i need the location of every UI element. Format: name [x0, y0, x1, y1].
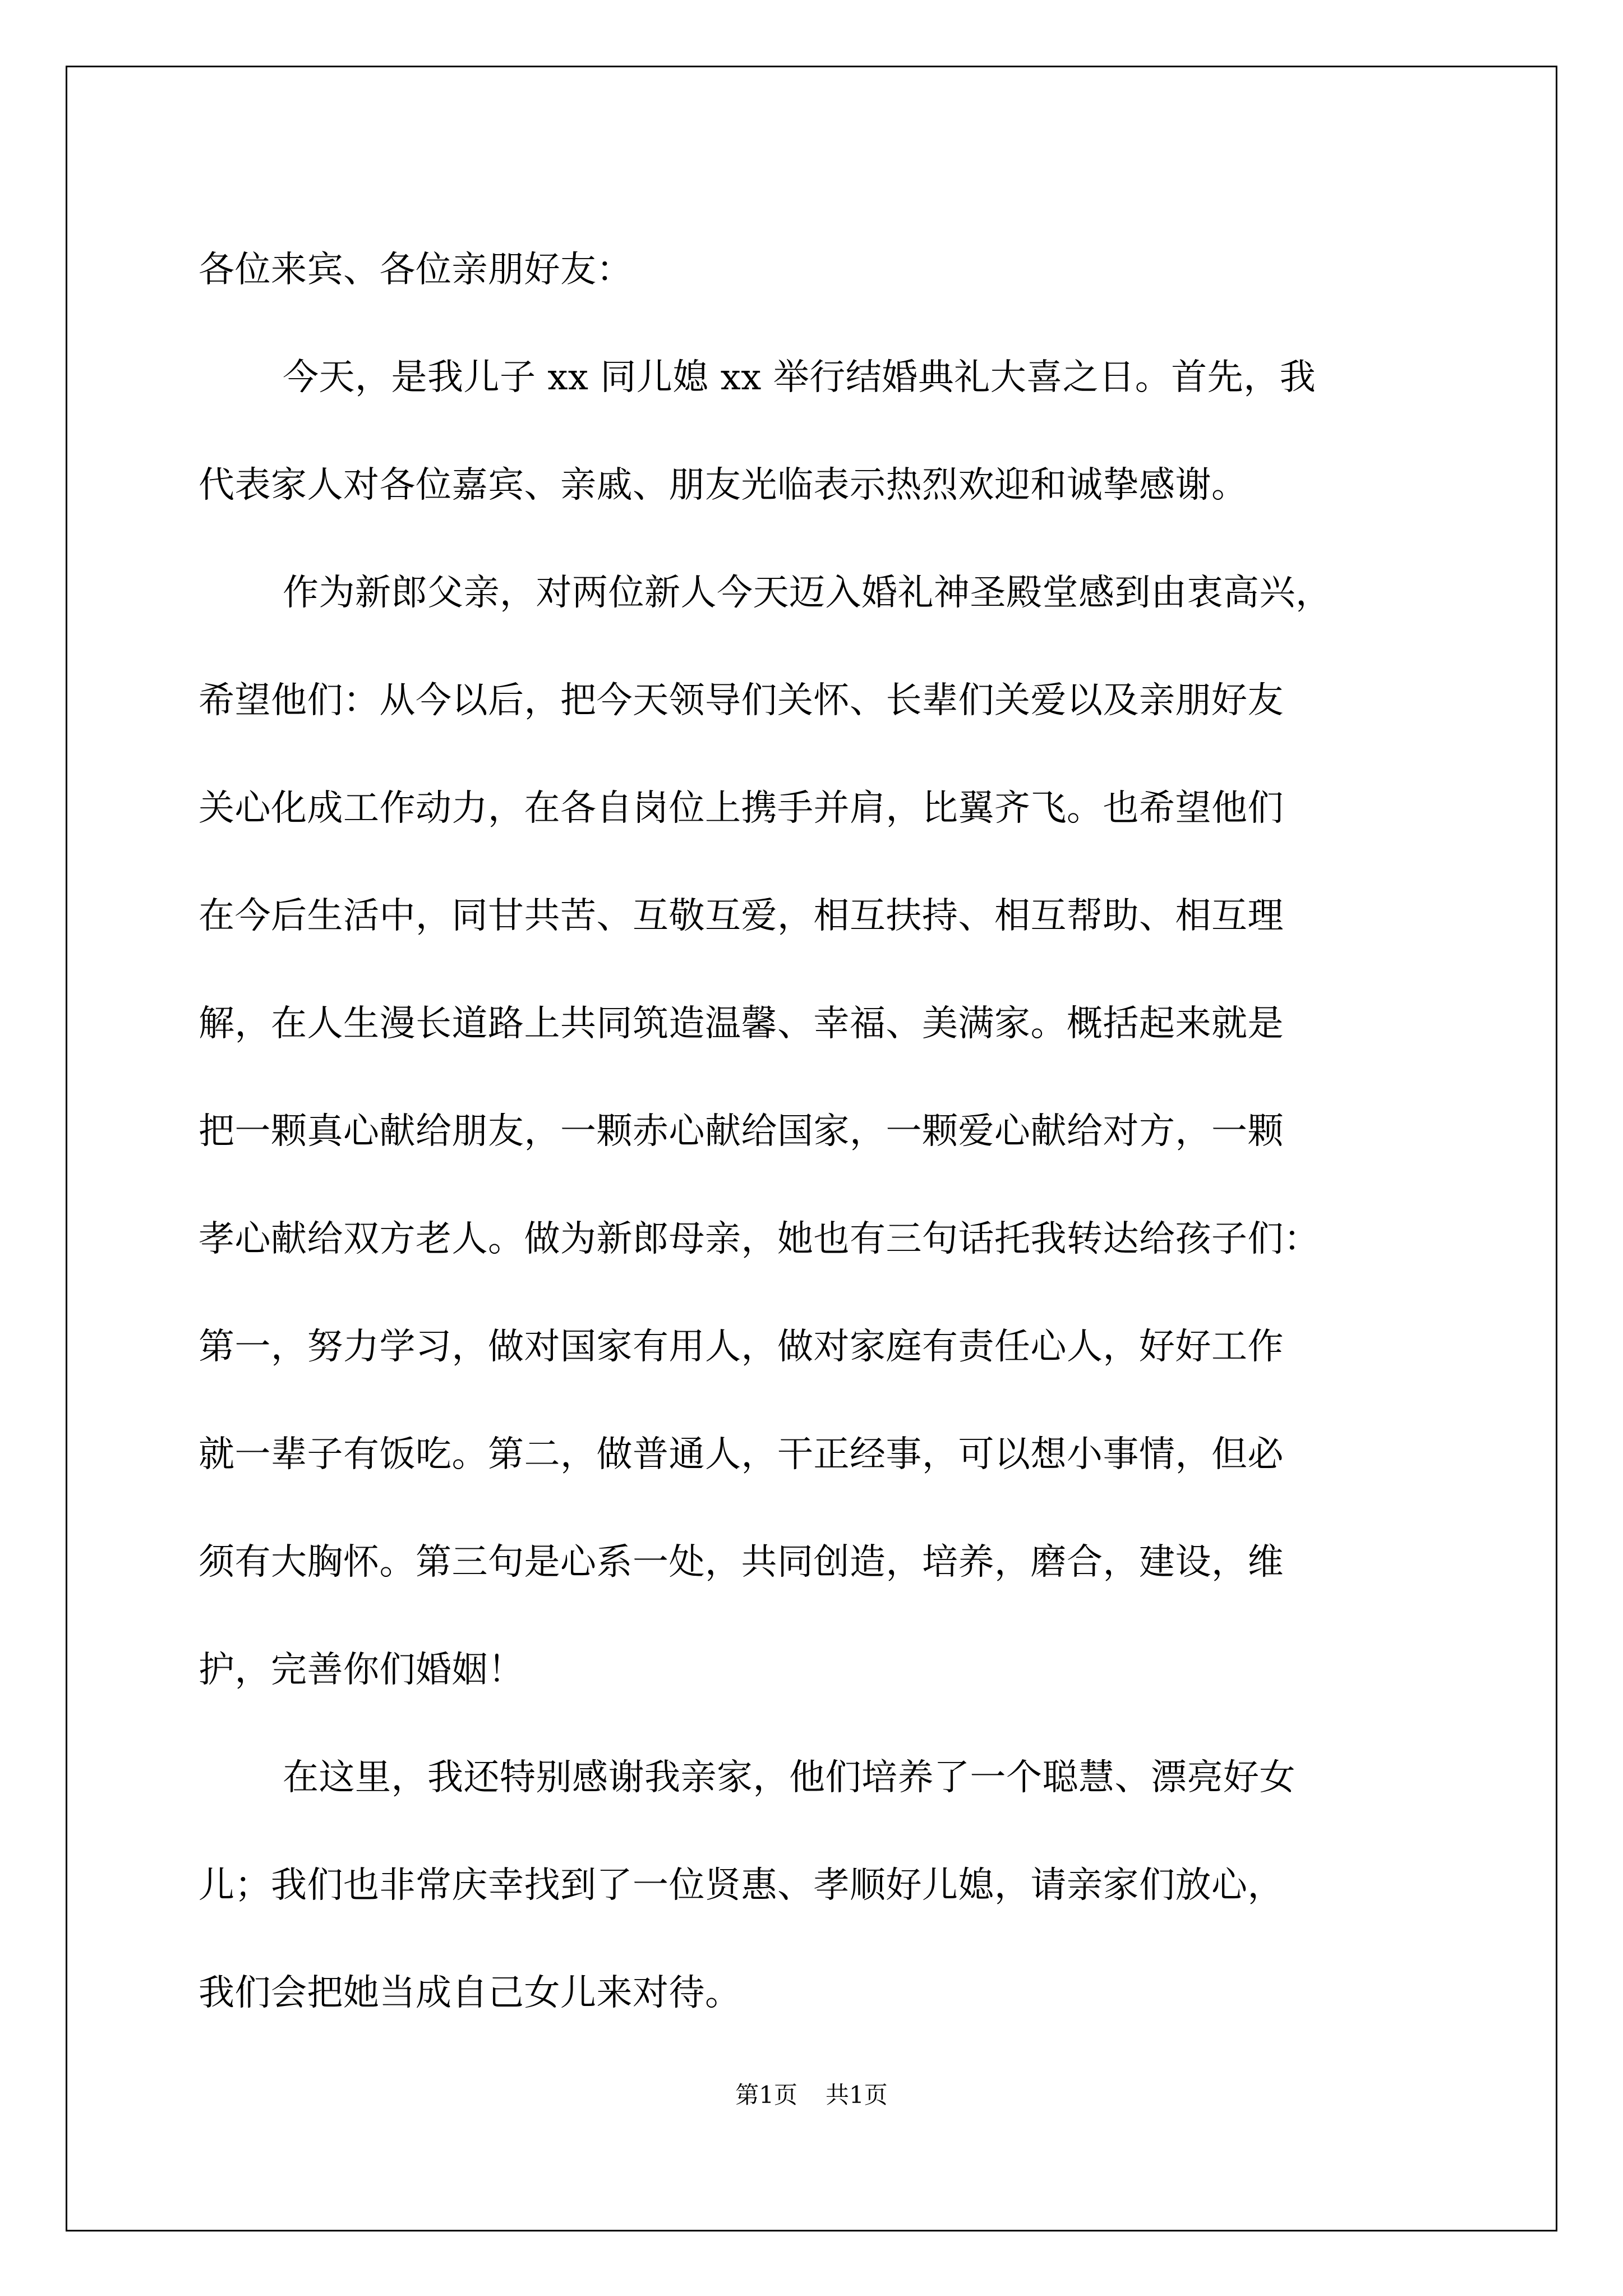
paragraph-1-line-1: 今天，是我儿子 xx 同儿媳 xx 举行结婚典礼大喜之日。首先，我: [283, 357, 1316, 398]
paragraph-2-line-4: 在今后生活中，同甘共苦、互敬互爱，相互扶持、相互帮助、相互理: [199, 895, 1284, 937]
document-body: [199, 216, 1427, 2047]
paragraph-2-line-1: 作为新郎父亲，对两位新人今天迈入婚礼神圣殿堂感到由衷高兴，: [283, 572, 1332, 614]
paragraph-2-line-11: 护，完善你们婚姻！: [199, 1649, 524, 1691]
paragraph-2-line-6: 把一颗真心献给朋友，一颗赤心献给国家，一颗爱心献给对方，一颗: [199, 1111, 1284, 1152]
paragraph-2-line-5: 解，在人生漫长道路上共同筑造温馨、幸福、美满家。概括起来就是: [199, 1003, 1284, 1045]
paragraph-1-line-2: 代表家人对各位嘉宾、亲戚、朋友光临表示热烈欢迎和诚挚感谢。: [199, 464, 1248, 506]
page-footer: [0, 2078, 1623, 2112]
paragraph-3-line-3: 我们会把她当成自己女儿来对待。: [199, 1972, 741, 2014]
paragraph-2-line-2: 希望他们：从今以后，把今天领导们关怀、长辈们关爱以及亲朋好友: [199, 680, 1284, 721]
page-number-current: 第1页: [735, 2081, 797, 2109]
paragraph-2-line-8: 第一，努力学习，做对国家有用人，做对家庭有责任心人，好好工作: [199, 1326, 1284, 1368]
paragraph-3-line-1: 在这里，我还特别感谢我亲家，他们培养了一个聪慧、漂亮好女: [283, 1757, 1295, 1798]
paragraph-2-line-9: 就一辈子有饭吃。第二，做普通人，干正经事，可以想小事情，但必: [199, 1434, 1284, 1475]
paragraph-2-line-7: 孝心献给双方老人。做为新郎母亲，她也有三句话托我转达给孩子们：: [199, 1218, 1320, 1260]
page-number-total: 共1页: [826, 2081, 888, 2109]
paragraph-2-line-10: 须有大胸怀。第三句是心系一处，共同创造，培养，磨合，建设，维: [199, 1542, 1284, 1583]
paragraph-3-line-2: 儿；我们也非常庆幸找到了一位贤惠、孝顺好儿媳，请亲家们放心，: [199, 1865, 1284, 1906]
salutation-line: 各位来宾、各位亲朋好友：: [199, 249, 633, 291]
paragraph-2-line-3: 关心化成工作动力，在各自岗位上携手并肩，比翼齐飞。也希望他们: [199, 788, 1284, 829]
